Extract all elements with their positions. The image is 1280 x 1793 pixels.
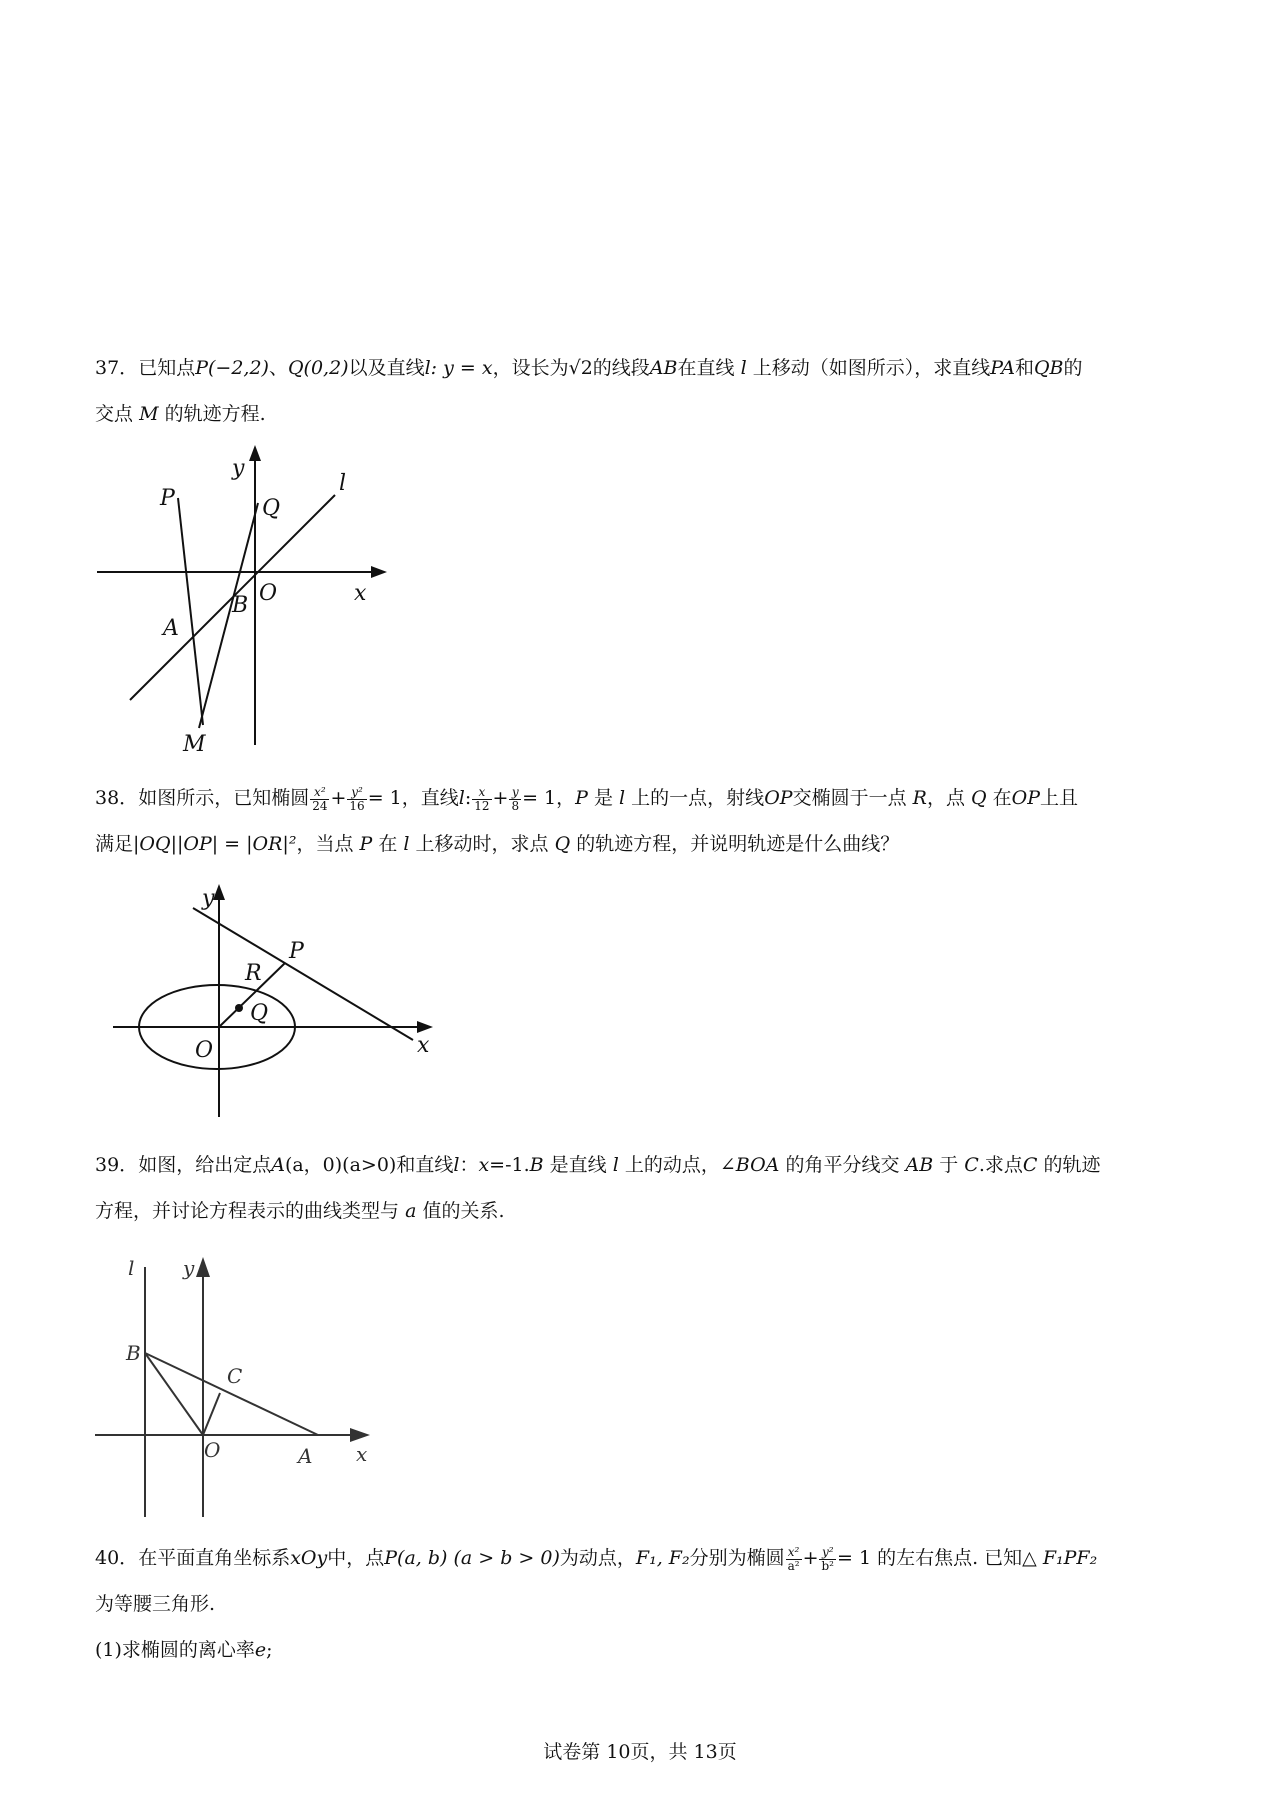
label-P: P <box>289 939 304 964</box>
label-y: y <box>202 886 215 911</box>
y-axis-arrow <box>249 445 261 461</box>
question-39 <box>95 1142 1195 1234</box>
fraction-x2-24: $\frac{\text{x²}}{24}$ <box>312 784 328 813</box>
label-y: y <box>232 456 245 481</box>
label-P: P <box>160 486 175 511</box>
label-l: l <box>339 471 347 496</box>
segment-BO <box>145 1353 203 1435</box>
fraction-x2-a2: $\frac{\text{x²}}{\text{a²}}$ <box>787 1544 800 1573</box>
x-axis-arrow <box>371 566 387 578</box>
q37-line1: 37．已知点P(−2,2)、Q(0,2)以及直线l: y = x，设长为√2的线段AB在直线 l 上移动（如图所示），求直线PA和QB的 <box>95 357 1083 379</box>
q38-line2: 满足|OQ||OP| = |OR|²，当点 P 在 l 上移动时，求点 Q 的轨迹方程，并说明轨迹是什么曲线？ <box>95 833 900 855</box>
label-x: x <box>354 581 367 606</box>
page-footer: 试卷第 10页，共 13页 <box>543 1741 737 1763</box>
figure-37 <box>90 445 410 765</box>
point-Q <box>235 1004 243 1012</box>
label-O: O <box>259 581 278 606</box>
label-C: C <box>227 1364 243 1388</box>
fraction-x-12: $\frac{x}{12}$ <box>474 784 490 813</box>
label-M: M <box>183 732 206 757</box>
x-axis-arrow <box>417 1021 433 1033</box>
label-B: B <box>126 1341 141 1365</box>
label-O: O <box>204 1438 221 1462</box>
label-R: R <box>245 961 262 986</box>
q39-line1: 39．如图，给出定点A(a，0)(a>0)和直线l：x=-1.B 是直线 l 上的动点，∠BOA 的角平分线交 AB 于 C.求点C 的轨迹 <box>95 1154 1101 1176</box>
fraction-y2-16: $\frac{\text{y²}}{16}$ <box>349 784 365 813</box>
q40-line1: 40．在平面直角坐标系xOy中，点P(a, b) (a > b > 0)为动点，F₁, F₂分别为椭圆 $\frac{\text{x²}}{\text{a²}}$ + $\frac{\text{y²}}{\text{b²}}$ = 1 的左右焦点. 已知△ F₁PF₂ <box>95 1544 1098 1573</box>
label-x: x <box>356 1442 368 1466</box>
label-l: l <box>128 1256 135 1280</box>
bisector-OC <box>203 1393 220 1435</box>
q40-part1: (1)求椭圆的离心率e; <box>95 1639 273 1661</box>
line-PM <box>178 498 203 725</box>
label-y: y <box>183 1256 195 1280</box>
x-axis-arrow <box>350 1428 370 1442</box>
label-O: O <box>195 1038 214 1063</box>
y-axis-arrow <box>213 884 225 900</box>
label-B: B <box>232 593 249 618</box>
q37-line2: 交点 M 的轨迹方程. <box>95 403 266 425</box>
y-axis-arrow <box>196 1257 210 1277</box>
label-x: x <box>417 1033 430 1058</box>
fraction-y2-b2: $\frac{\text{y²}}{\text{b²}}$ <box>821 1544 834 1573</box>
label-Q: Q <box>250 1001 269 1026</box>
figure-38 <box>105 880 445 1125</box>
label-Q: Q <box>262 496 281 521</box>
q40-line2: 为等腰三角形. <box>95 1593 216 1615</box>
figure-39 <box>90 1255 380 1525</box>
q39-line2: 方程，并讨论方程表示的曲线类型与 a 值的关系. <box>95 1200 505 1222</box>
q38-line1: 38．如图所示，已知椭圆 $\frac{\text{x²}}{24}$ + $\frac{\text{y²}}{16}$ = 1，直线l: $\frac{x}{12}$ + $\frac{y}{8}$ = 1，P 是 l 上的一点，射线OP交椭圆于一点 R，点 Q 在OP上且 <box>95 784 1079 813</box>
fraction-y-8: $\frac{y}{8}$ <box>511 784 520 813</box>
label-A: A <box>163 616 179 641</box>
line-QM <box>199 503 258 728</box>
question-37 <box>95 345 1195 437</box>
question-38 <box>95 775 1195 867</box>
question-40 <box>95 1535 1195 1673</box>
label-A: A <box>298 1444 313 1468</box>
